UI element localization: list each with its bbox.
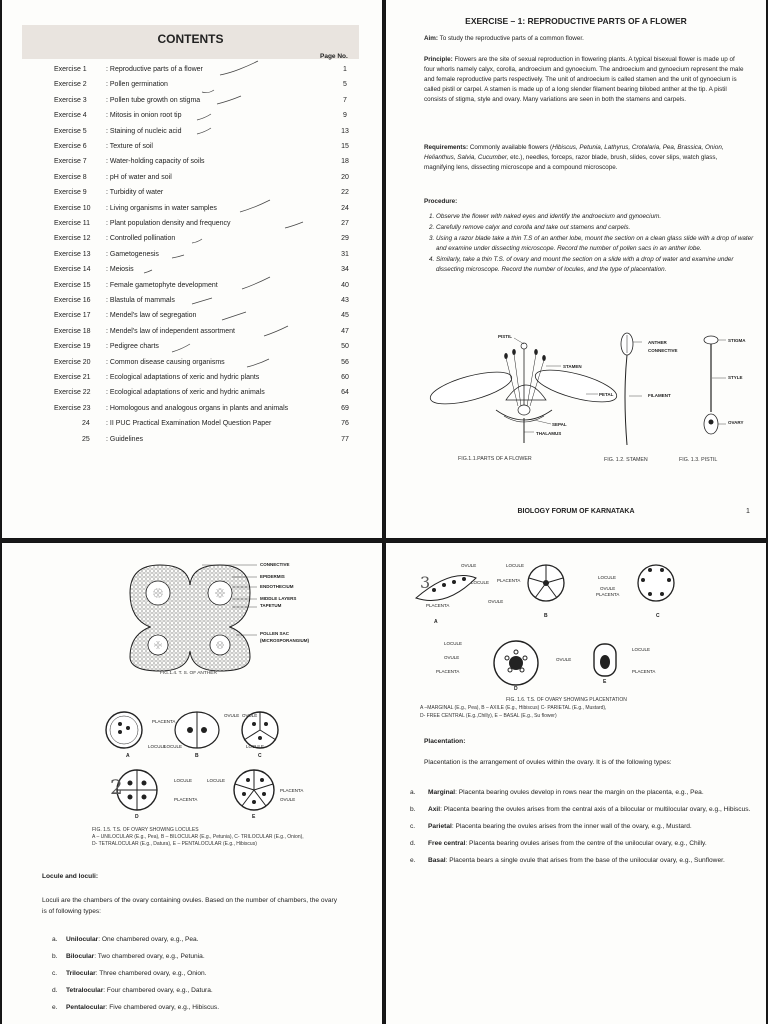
contents-page-number: 43 [341, 297, 349, 304]
procedure-steps [424, 212, 758, 276]
list-letter: e. [52, 1004, 58, 1011]
list-item [410, 835, 755, 852]
contents-page-number: 29 [341, 235, 349, 243]
list-term: Pentalocular [66, 1004, 106, 1011]
list-item [410, 852, 755, 869]
flower-diagram [426, 328, 626, 448]
list-item [410, 818, 755, 835]
contents-page-number: 5 [343, 81, 347, 89]
contents-title-text: : Ecological adaptations of xeric and hydric plants [106, 374, 260, 381]
label-locule: LOCULE [164, 744, 183, 749]
contents-title-text: : Turbidity of water [106, 189, 164, 197]
label-middle-layers: MIDDLE LAYERS [260, 596, 297, 601]
contents-exercise: 24 [82, 420, 90, 428]
letter-a: A [434, 619, 438, 625]
list-letter: c. [52, 970, 58, 977]
label-ovary: OVARY [728, 420, 744, 425]
list-term: Trilocular [66, 970, 96, 977]
list-letter: d. [410, 840, 416, 847]
list-term: Unilocular [66, 936, 99, 943]
list-letter: a. [410, 789, 416, 796]
list-text: : Placenta bearing the ovules arises from the central axis of a bilocular or multilocular ovary, e.g., Hibiscus. [440, 806, 751, 813]
pistil-diagram [696, 330, 726, 440]
locule-intro: Loculi are the chambers of the ovary containing ovules. Based on the number of chambers, the ovary is of following types: [42, 897, 338, 915]
list-term: Parietal [428, 823, 452, 830]
placentation-heading: Placentation: [424, 738, 466, 745]
placentation-intro: Placentation is the arrangement of ovules within the ovary. It is of the following types: [424, 759, 672, 766]
contents-exercise: Exercise 18 [54, 327, 91, 335]
contents-page-number: 76 [341, 420, 349, 428]
contents-exercise: Exercise 14 [54, 266, 91, 274]
contents-page-number: 47 [341, 327, 349, 335]
list-text: : Placenta bearing ovules develop in rows near the margin on the placenta, e.g., Pea. [455, 789, 704, 796]
label-epidermis: EPIDERMIS [260, 574, 285, 579]
list-item [52, 999, 219, 1016]
label-ovule: OVULE [600, 586, 616, 591]
contents-page-number: 69 [341, 404, 349, 412]
procedure-step: 4. Similarly, take a thin T.S. of ovary and mount the section on a slide with a drop of water and examine under dissecting microscope. Record the number of locules, and the type of placentation. [436, 255, 758, 275]
contents-page-number: 77 [341, 435, 349, 443]
exercise-1-page [386, 0, 766, 538]
contents-page-number: 64 [341, 389, 349, 397]
contents-title-text: : pH of water and soil [106, 173, 172, 181]
list-term: Free central [428, 840, 466, 847]
procedure-heading: Procedure: [424, 198, 458, 205]
list-letter: b. [410, 806, 416, 813]
list-text: : One chambered ovary, e.g., Pea. [98, 936, 199, 943]
contents-exercise: Exercise 8 [54, 173, 87, 181]
list-letter: a. [52, 936, 58, 943]
label-placenta: PLACENTA [152, 719, 176, 724]
contents-exercise: Exercise 19 [54, 343, 91, 351]
contents-page-number: 7 [343, 96, 347, 104]
label-microsporangium: (MICROSPORANGIUM) [260, 638, 309, 643]
caption-fig-1-3: FIG. 1.3. PISTIL [679, 457, 718, 463]
label-placenta: PLACENTA [174, 797, 198, 802]
contents-title-text: : Mitosis in onion root tip [106, 112, 182, 120]
contents-page-number: 18 [341, 158, 349, 166]
label-tapetum: TAPETUM [260, 603, 282, 608]
contents-page-number: 31 [341, 250, 349, 258]
caption-fig-1-2: FIG. 1.2. STAMEN [604, 457, 648, 463]
contents-title-text: : Living organisms in water samples [106, 204, 217, 212]
contents-title-text: : Homologous and analogous organs in plants and animals [106, 404, 289, 412]
contents-exercise: Exercise 22 [54, 389, 91, 397]
stamen-diagram [614, 330, 644, 450]
label-locule: LOCULE [632, 647, 651, 652]
contents-title-text: : Common disease causing organisms [106, 358, 225, 366]
contents-title-text: : Water-holding capacity of soils [106, 158, 205, 166]
contents-title-text: : Pedigree charts [106, 343, 159, 351]
label-locule: LOCULE [207, 778, 226, 783]
contents-exercise: Exercise 20 [54, 358, 91, 366]
letter-e: E [252, 814, 256, 820]
contents-page-number: 56 [341, 358, 349, 366]
label-filament: FILAMENT [648, 393, 671, 398]
anther-leader-lines [202, 561, 262, 651]
label-anther: ANTHER [648, 340, 667, 345]
procedure-step: 1. Observe the flower with naked eyes and identify the androecium and gynoecium. [436, 212, 758, 222]
contents-exercise: Exercise 12 [54, 235, 91, 243]
contents-page-number: 27 [341, 220, 349, 227]
label-ovule: OVULE [224, 713, 240, 718]
letter-d: D [514, 686, 518, 692]
contents-title-text: : Plant population density and frequency [106, 220, 231, 227]
caption-fig-1-5: FIG. 1.5. T.S. OF OVARY SHOWING LOCULES [92, 827, 199, 833]
list-item [52, 982, 219, 999]
contents-page-number: 20 [341, 173, 349, 181]
contents-page-number: 45 [341, 312, 349, 320]
locule-page [2, 543, 382, 1024]
exercise-title: EXERCISE – 1: REPRODUCTIVE PARTS OF A FLOWER [465, 16, 687, 26]
label-connective: CONNECTIVE [648, 348, 678, 353]
contents-exercise: Exercise 3 [54, 96, 87, 104]
contents-title-text: : Pollen germination [106, 81, 168, 89]
contents-page-number: 34 [341, 266, 349, 274]
contents-title-text: : Meiosis [106, 266, 134, 274]
contents-title-text: : Pollen tube growth on stigma [106, 96, 201, 104]
contents-page-number: 9 [343, 112, 347, 120]
list-item [52, 948, 219, 965]
placentation-page [386, 543, 766, 1024]
list-text: : Placenta bearing the ovules arises from the inner wall of the ovary, e.g., Mustard. [451, 823, 692, 830]
list-item [52, 931, 219, 948]
contents-title-text: : Controlled pollination [106, 235, 176, 243]
list-letter: b. [52, 953, 58, 960]
label-locule: LOCULE [148, 744, 167, 749]
label-ovule: OVULE [444, 655, 460, 660]
list-text: : Placenta bears a single ovule that arises from the base of the unilocular ovary, e.g., Sunflower. [445, 857, 725, 864]
label-placenta: PLACENTA [596, 592, 620, 597]
contents-exercise: Exercise 16 [54, 297, 91, 304]
label-placenta: PLACENTA [426, 603, 450, 608]
label-ovule: OVULE [280, 797, 296, 802]
list-term: Marginal [428, 789, 456, 796]
list-item [52, 965, 219, 982]
list-text: : Placenta bearing ovules arises from the centre of the unilocular ovary, e.g., Chilly. [465, 840, 707, 847]
list-item [410, 801, 755, 818]
label-locule: LOCULE [246, 744, 265, 749]
label-style: STYLE [728, 375, 743, 380]
caption-fig-1-4: FIG.1.4. T. S. OF ANTHER [160, 671, 217, 676]
contents-title-text: : Mendel's law of segregation [106, 312, 197, 320]
principle-paragraph: Principle: Flowers are the site of sexual reproduction in flowering plants. A typical bisexual flower is made up of four whorls namely calyx, corolla, androecium and gynoecium. The androecium and gynoecium represent the male and female reproductive parts respectively. The unit of androecium is called stamen and the unit of gynoecium is called pistil or carpel. A stamen is made up of a long slender filament bearing bilobed anther at the tip. A pistil consists of stigma, style and ovary. Many variations are seen in both the stamens and carpels. [424, 56, 744, 103]
label-locule: LOCULE [598, 575, 617, 580]
letter-b: B [544, 613, 548, 619]
label-locule: LOCULE [471, 580, 490, 585]
contents-page-number: 50 [341, 343, 349, 351]
label-thalamus: THALAMUS [536, 431, 562, 436]
contents-title: CONTENTS [22, 25, 359, 59]
caption-fig-1-5-line2: A – UNILOCULAR (E.g., Pea), B – BILOCULAR (E.g., Petunia), C- TRILOCULAR (E.g., Onion), [92, 834, 304, 840]
label-sepal: SEPAL [552, 422, 567, 427]
label-endothecium: ENDOTHECIUM [260, 584, 294, 589]
contents-exercise: Exercise 23 [54, 404, 91, 412]
contents-page-number: 40 [341, 281, 349, 289]
letter-d: D [135, 814, 139, 820]
list-letter: c. [410, 823, 416, 830]
contents-page-number: 15 [341, 143, 349, 150]
contents-page-number: 13 [341, 127, 349, 135]
label-placenta: PLACENTA [497, 578, 521, 583]
contents-title-text: : Guidelines [106, 435, 143, 443]
handwritten-ticks [2, 0, 382, 538]
page-number: 1 [746, 508, 750, 515]
contents-exercise: Exercise 1 [54, 66, 87, 73]
locule-types-list [52, 931, 219, 1016]
contents-page-number: 24 [341, 204, 349, 212]
contents-exercise: Exercise 17 [54, 312, 91, 320]
label-ovule: OVULE [461, 563, 477, 568]
label-placenta: PLACENTA [280, 788, 304, 793]
contents-exercise: Exercise 11 [54, 220, 91, 227]
aim-paragraph: Aim: To study the reproductive parts of a common flower. [424, 35, 584, 42]
contents-title-text: : Gametogenesis [106, 250, 159, 258]
list-letter: d. [52, 987, 58, 994]
contents-title-text: : Ecological adaptations of xeric and hydric animals [106, 389, 265, 397]
label-placenta: PLACENTA [632, 669, 656, 674]
list-term: Tetralocular [66, 987, 104, 994]
letter-a: A [126, 753, 130, 759]
contents-exercise: Exercise 6 [54, 143, 87, 150]
label-locule: LOCULE [174, 778, 193, 783]
contents-exercise: Exercise 2 [54, 81, 87, 89]
locule-heading: Locule and loculi: [42, 873, 99, 880]
contents-exercise: Exercise 21 [54, 374, 91, 381]
list-text: : Three chambered ovary, e.g., Onion. [95, 970, 207, 977]
label-ovule: OVULE [488, 599, 504, 604]
contents-title-text: : II PUC Practical Examination Model Question Paper [106, 420, 272, 428]
contents-exercise: Exercise 9 [54, 189, 87, 197]
contents-title-text: : Blastula of mammals [106, 297, 175, 304]
list-text: : Five chambered ovary, e.g., Hibiscus. [105, 1004, 220, 1011]
handwritten-number: 3 [420, 573, 431, 592]
label-ovule: OVULE [556, 657, 572, 662]
contents-title-text: : Texture of soil [106, 143, 153, 150]
letter-b: B [195, 753, 199, 759]
letter-c: C [656, 613, 660, 619]
list-text: : Four chambered ovary, e.g., Datura. [103, 987, 213, 994]
contents-exercise: Exercise 4 [54, 112, 87, 120]
procedure-step: 3. Using a razor blade take a thin T.S of an anther lobe, mount the section on a clean glass slide with a drop of water and examine under dissecting microscope. Record the number of pollen sacs in an anther lobe. [436, 234, 758, 254]
contents-exercise: Exercise 5 [54, 127, 87, 135]
caption-fig-1-1: FIG.1.1.PARTS OF A FLOWER [458, 456, 532, 462]
contents-exercise: Exercise 10 [54, 204, 91, 212]
label-pistil: PISTIL [498, 334, 513, 339]
label-locule: LOCULE [444, 641, 463, 646]
contents-exercise: Exercise 13 [54, 250, 91, 258]
label-stigma: STIGMA [728, 338, 746, 343]
list-letter: e. [410, 857, 416, 864]
list-term: Basal [428, 857, 446, 864]
contents-page-number: 22 [341, 189, 349, 197]
list-item [410, 784, 755, 801]
label-pollen-sac: POLLEN SAC [260, 631, 290, 636]
label-placenta: PLACENTA [436, 669, 460, 674]
label-locule: LOCULE [506, 563, 525, 568]
contents-title-text: : Female gametophyte development [106, 281, 218, 289]
contents-title-text: : Reproductive parts of a flower [106, 66, 203, 73]
list-term: Bilocular [66, 953, 95, 960]
caption-fig-1-6-line2: A –MARGINAL (E.g., Pea), B – AXILE (E.g., Hibiscus) C- PARIETAL (E.g., Mustard), [420, 705, 607, 711]
list-term: Axil [428, 806, 441, 813]
procedure-step: 2. Carefully remove calyx and corolla and take out stamens and carpels. [436, 223, 758, 233]
caption-fig-1-6-line3: D- FREE CENTRAL (E.g.,Chilly), E – BASAL (E.g., Su flower) [420, 713, 557, 719]
requirements-paragraph: Requirements: Commonly available flowers (Hibiscus, Petunia, Lathyrus, Crotalaria, Pea, Brassica, Onion, Helianthus, Salvia, Cucumber, etc.), needles, forceps, razor blade, brush, slides, cover slips, watch glass, magnifying lens, dissecting microscope and a compound microscope. [424, 144, 724, 171]
contents-page-number: 60 [341, 374, 349, 381]
label-ovule: OVULE [242, 713, 258, 718]
contents-title-text: : Mendel's law of independent assortment [106, 327, 235, 335]
page-no-header: Page No. [320, 53, 348, 60]
page-footer: BIOLOGY FORUM OF KARNATAKA [517, 508, 635, 515]
locules-diagram [102, 708, 302, 823]
caption-fig-1-6: FIG. 1.6. T.S. OF OVARY SHOWING PLACENTATION [506, 697, 627, 703]
caption-fig-1-5-line3: D- TETRALOCULAR (E.g., Datura), E – PENTALOCULAR (E.g., Hibiscus) [92, 841, 257, 847]
contents-title-text: : Staining of nucleic acid [106, 127, 182, 135]
contents-exercise: Exercise 15 [54, 281, 91, 289]
placentation-types-list [410, 784, 755, 869]
list-text: : Two chambered ovary, e.g., Petunia. [94, 953, 205, 960]
handwritten-number: 2 [110, 775, 123, 799]
contents-exercise: 25 [82, 435, 90, 443]
contents-page [2, 0, 382, 538]
label-stamen: STAMEN [563, 364, 582, 369]
contents-page-number: 1 [343, 66, 347, 73]
label-petal: PETAL [599, 392, 614, 397]
letter-e: E [603, 679, 607, 685]
contents-exercise: Exercise 7 [54, 158, 87, 166]
label-connective: CONNECTIVE [260, 562, 290, 567]
letter-c: C [258, 753, 262, 759]
